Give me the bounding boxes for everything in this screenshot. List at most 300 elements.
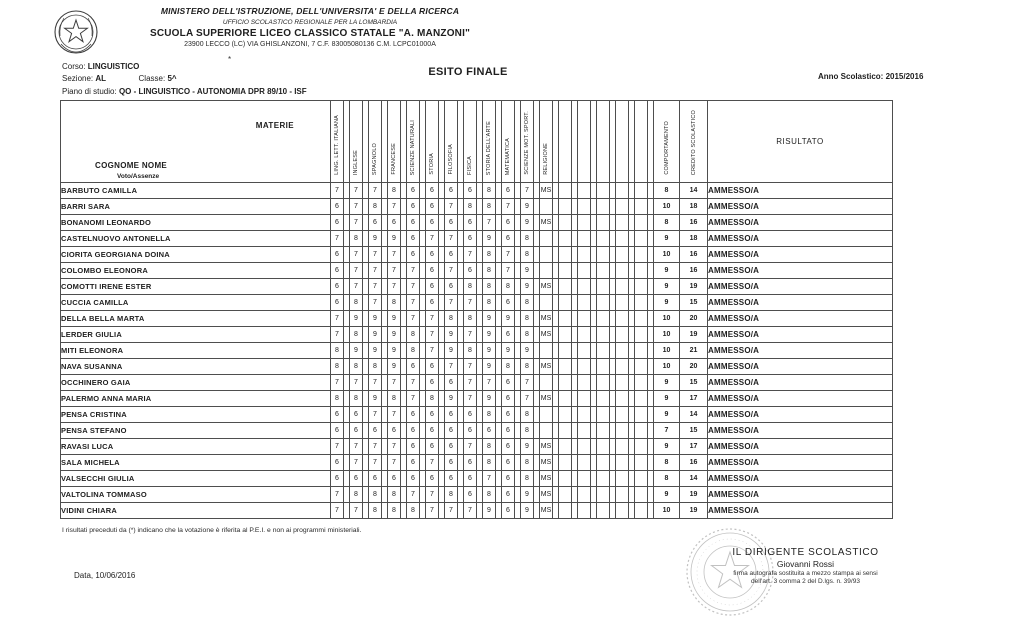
grade-cell: 9	[483, 231, 496, 247]
grade-cell: 7	[388, 375, 401, 391]
grade-cell: 7	[445, 199, 458, 215]
grade-cell: 6	[464, 407, 477, 423]
grade-cell: 6	[445, 215, 458, 231]
subject-header	[445, 101, 458, 183]
grade-cell	[616, 215, 629, 231]
comportamento-cell: 8	[654, 455, 680, 471]
risultato-cell: AMMESSO/A	[708, 295, 893, 311]
grade-cell	[559, 439, 572, 455]
grade-cell	[559, 247, 572, 263]
student-row	[61, 359, 893, 375]
grade-cell	[540, 231, 553, 247]
grade-cell: 6	[445, 407, 458, 423]
grade-cell: 8	[350, 231, 363, 247]
corso-label: Corso:	[62, 62, 86, 71]
grade-cell	[597, 247, 610, 263]
signature-role: IL DIRIGENTE SCOLASTICO	[732, 547, 879, 558]
grade-cell	[597, 391, 610, 407]
grade-cell: 7	[369, 439, 382, 455]
grade-cell	[616, 199, 629, 215]
scan-mark: *	[228, 55, 232, 64]
subject-header	[388, 101, 401, 183]
student-name-cell: COLOMBO ELEONORA	[61, 263, 331, 279]
grade-cell: 6	[369, 471, 382, 487]
grade-cell	[540, 407, 553, 423]
grade-cell	[616, 471, 629, 487]
grade-cell: 7	[331, 231, 344, 247]
grade-cell: 6	[445, 455, 458, 471]
grade-cell: 9	[521, 487, 534, 503]
grade-cell: 7	[331, 439, 344, 455]
grade-cell	[597, 471, 610, 487]
grade-cell	[559, 423, 572, 439]
grade-cell	[635, 311, 648, 327]
grade-cell: 7	[464, 391, 477, 407]
grade-cell: 8	[483, 263, 496, 279]
student-name-cell: PALERMO ANNA MARIA	[61, 391, 331, 407]
grade-cell: 7	[388, 263, 401, 279]
comportamento-cell: 9	[654, 279, 680, 295]
student-row	[61, 439, 893, 455]
grade-cell: 6	[407, 247, 420, 263]
grade-cell	[578, 231, 591, 247]
grade-cell	[559, 295, 572, 311]
grade-cell	[578, 199, 591, 215]
grade-cell: 9	[521, 215, 534, 231]
grade-cell	[616, 407, 629, 423]
corso-value: LINGUISTICO	[87, 62, 140, 71]
subject-header-label: RELIGIONE	[543, 143, 549, 175]
risultato-cell: AMMESSO/A	[708, 471, 893, 487]
grade-cell	[597, 439, 610, 455]
grade-cell	[597, 343, 610, 359]
grade-cell: 7	[445, 263, 458, 279]
grade-cell	[540, 343, 553, 359]
grade-cell	[597, 183, 610, 199]
grade-cell	[578, 439, 591, 455]
grade-cell: 7	[407, 295, 420, 311]
grade-cell: 7	[350, 439, 363, 455]
grade-cell	[559, 199, 572, 215]
grade-cell: 9	[388, 311, 401, 327]
grade-cell: 7	[350, 247, 363, 263]
credito-cell: 16	[680, 215, 708, 231]
grade-cell	[559, 471, 572, 487]
grade-cell	[540, 199, 553, 215]
grade-cell: 7	[369, 183, 382, 199]
grade-cell	[540, 295, 553, 311]
grade-cell: 8	[426, 391, 439, 407]
grade-cell: 7	[464, 439, 477, 455]
credito-cell: 15	[680, 423, 708, 439]
grade-cell: 6	[331, 263, 344, 279]
grade-cell: 9	[350, 311, 363, 327]
student-row	[61, 263, 893, 279]
signature-name: Giovanni Rossi	[776, 559, 835, 569]
grade-cell: 7	[350, 375, 363, 391]
grade-cell: 6	[426, 247, 439, 263]
student-row	[61, 503, 893, 519]
grade-cell: 6	[502, 439, 515, 455]
student-name-cell: VALTOLINA TOMMASO	[61, 487, 331, 503]
student-name-cell: RAVASI LUCA	[61, 439, 331, 455]
grade-cell: 7	[502, 263, 515, 279]
comportamento-cell: 9	[654, 231, 680, 247]
grade-cell: 6	[464, 471, 477, 487]
signature-note-2: dell'art. 3 comma 2 del D.lgs. n. 39/93	[751, 578, 860, 586]
student-name-cell: CIORITA GEORGIANA DOINA	[61, 247, 331, 263]
grade-cell: 8	[388, 295, 401, 311]
student-row	[61, 471, 893, 487]
grade-cell	[578, 407, 591, 423]
grade-cell: MS	[540, 215, 553, 231]
grade-cell: 8	[483, 295, 496, 311]
subject-header-label: LING. LETT. ITALIANA	[334, 115, 340, 175]
student-name-cell: OCCHINERO GAIA	[61, 375, 331, 391]
grade-cell: 6	[502, 391, 515, 407]
risultato-cell: AMMESSO/A	[708, 503, 893, 519]
subject-header	[426, 101, 439, 183]
grade-cell	[635, 215, 648, 231]
student-name-cell: MITI ELEONORA	[61, 343, 331, 359]
risultato-cell: AMMESSO/A	[708, 311, 893, 327]
grade-cell	[616, 503, 629, 519]
grade-cell: 7	[331, 311, 344, 327]
grade-cell	[559, 343, 572, 359]
grade-cell	[559, 279, 572, 295]
grade-cell: 7	[369, 455, 382, 471]
grade-cell: 6	[464, 487, 477, 503]
voto-assenze-label: Voto/Assenze	[117, 173, 160, 180]
grade-cell: 6	[445, 375, 458, 391]
grade-cell	[635, 263, 648, 279]
grade-cell	[635, 279, 648, 295]
student-name-cell: VALSECCHI GIULIA	[61, 471, 331, 487]
risultato-cell: AMMESSO/A	[708, 279, 893, 295]
table-header-row	[61, 101, 893, 183]
grade-cell: 7	[350, 263, 363, 279]
subject-header-label: STORIA	[429, 153, 435, 175]
signature-note-1: firma autografa sostituita a mezzo stampa ai sensi	[733, 570, 878, 578]
student-row	[61, 231, 893, 247]
risultato-cell: AMMESSO/A	[708, 183, 893, 199]
grade-cell	[578, 295, 591, 311]
grade-cell	[635, 359, 648, 375]
grade-cell	[578, 215, 591, 231]
grade-cell: 7	[388, 199, 401, 215]
grade-cell	[578, 311, 591, 327]
materie-label: MATERIE	[255, 121, 294, 130]
classe-label: Classe:	[138, 74, 166, 83]
grade-cell	[616, 359, 629, 375]
empty-subject-header	[559, 101, 572, 183]
grade-cell	[597, 263, 610, 279]
grade-cell: 8	[331, 391, 344, 407]
grade-cell	[616, 231, 629, 247]
grade-cell	[540, 375, 553, 391]
grade-cell: 6	[331, 215, 344, 231]
grade-cell: 6	[426, 263, 439, 279]
grade-cell	[559, 407, 572, 423]
piano-value: QO - LINGUISTICO - AUTONOMIA DPR 89/10 - ISF	[118, 87, 307, 96]
grade-cell: 7	[331, 503, 344, 519]
grade-cell: 6	[502, 407, 515, 423]
grade-cell: 7	[483, 215, 496, 231]
grade-cell: 6	[407, 215, 420, 231]
grade-cell: 7	[407, 375, 420, 391]
student-name-cell: BARRI SARA	[61, 199, 331, 215]
grade-cell: 8	[521, 471, 534, 487]
grade-cell: 6	[445, 247, 458, 263]
grade-cell: 7	[407, 311, 420, 327]
grade-cell: 8	[407, 343, 420, 359]
sezione-label: Sezione:	[62, 74, 94, 83]
grade-cell: 6	[388, 423, 401, 439]
grade-cell	[597, 199, 610, 215]
grade-cell	[597, 455, 610, 471]
grade-cell: 9	[445, 391, 458, 407]
grade-cell	[559, 263, 572, 279]
grade-cell: 6	[426, 439, 439, 455]
student-row	[61, 279, 893, 295]
grade-cell: 6	[426, 423, 439, 439]
grade-cell: 7	[464, 295, 477, 311]
grade-cell: 6	[502, 327, 515, 343]
grade-cell	[578, 471, 591, 487]
grade-cell	[616, 391, 629, 407]
credito-cell: 18	[680, 199, 708, 215]
grade-cell	[616, 279, 629, 295]
grade-cell	[616, 247, 629, 263]
grade-cell: 6	[445, 439, 458, 455]
grade-cell	[578, 375, 591, 391]
grade-cell: 6	[331, 471, 344, 487]
grade-cell: 7	[331, 375, 344, 391]
grade-cell	[616, 455, 629, 471]
grade-cell: 7	[350, 503, 363, 519]
grade-cell: 7	[464, 247, 477, 263]
subject-header-label: SCIENZE MOT. SPORT.	[524, 111, 530, 175]
comportamento-cell: 10	[654, 247, 680, 263]
grade-cell: 6	[464, 215, 477, 231]
risultato-cell: AMMESSO/A	[708, 487, 893, 503]
grade-cell	[635, 247, 648, 263]
anno-value: 2015/2016	[885, 72, 924, 81]
grade-cell	[559, 455, 572, 471]
grade-cell: 7	[483, 471, 496, 487]
subject-header	[407, 101, 420, 183]
grade-cell: 7	[521, 183, 534, 199]
grade-cell	[616, 343, 629, 359]
grade-cell	[559, 487, 572, 503]
grade-cell: 9	[483, 311, 496, 327]
grade-cell: 8	[483, 279, 496, 295]
comportamento-cell: 8	[654, 183, 680, 199]
comportamento-cell: 9	[654, 391, 680, 407]
signature-block	[688, 546, 923, 587]
grade-cell: MS	[540, 183, 553, 199]
grade-cell: 8	[350, 327, 363, 343]
grade-cell: 7	[350, 455, 363, 471]
piano-di-studio-line	[62, 87, 307, 96]
grade-cell: 6	[426, 359, 439, 375]
date-line: Data, 10/06/2016	[74, 571, 136, 580]
grade-cell: 8	[464, 279, 477, 295]
grade-cell: 7	[407, 263, 420, 279]
grade-cell: 8	[350, 359, 363, 375]
subject-header	[502, 101, 515, 183]
subject-header	[331, 101, 344, 183]
empty-subject-header	[635, 101, 648, 183]
grade-cell	[559, 231, 572, 247]
grade-cell: 8	[407, 327, 420, 343]
grade-cell	[578, 391, 591, 407]
risultato-cell: AMMESSO/A	[708, 455, 893, 471]
grade-cell	[597, 487, 610, 503]
grade-cell	[616, 263, 629, 279]
grade-cell: 6	[331, 247, 344, 263]
grade-cell: 6	[426, 407, 439, 423]
comportamento-cell: 10	[654, 199, 680, 215]
anno-scolastico	[818, 72, 923, 81]
grade-cell: 6	[407, 231, 420, 247]
risultato-cell: AMMESSO/A	[708, 375, 893, 391]
grade-cell	[635, 327, 648, 343]
grade-cell	[540, 423, 553, 439]
grade-cell	[616, 423, 629, 439]
grade-cell: 9	[445, 327, 458, 343]
student-row	[61, 183, 893, 199]
grade-cell: 9	[483, 327, 496, 343]
school-address: 23900 LECCO (LC) VIA GHISLANZONI, 7 C.F. 83005080136 C.M. LCPC01000A	[184, 41, 436, 49]
regional-office: UFFICIO SCOLASTICO REGIONALE PER LA LOMBARDIA	[222, 18, 398, 26]
grade-cell: 6	[407, 471, 420, 487]
grade-cell	[559, 311, 572, 327]
grade-cell: 7	[369, 407, 382, 423]
grade-cell: 8	[464, 199, 477, 215]
grade-cell	[578, 359, 591, 375]
grade-cell: 7	[521, 391, 534, 407]
grade-cell: 8	[369, 487, 382, 503]
sezione-classe-line	[62, 74, 177, 83]
comportamento-cell: 9	[654, 439, 680, 455]
credito-cell: 21	[680, 343, 708, 359]
anno-label: Anno Scolastico:	[818, 72, 884, 81]
grade-cell: 6	[369, 423, 382, 439]
comportamento-cell: 10	[654, 327, 680, 343]
grade-cell	[635, 455, 648, 471]
grade-cell: 6	[502, 215, 515, 231]
grade-cell: 9	[521, 343, 534, 359]
grade-cell: 9	[521, 263, 534, 279]
grade-cell: 6	[502, 231, 515, 247]
grade-cell: 9	[483, 343, 496, 359]
grade-cell: 7	[407, 391, 420, 407]
grade-cell: 6	[331, 455, 344, 471]
grade-cell: 7	[464, 503, 477, 519]
subject-header-label: SCIENZE NATURALI	[410, 119, 416, 175]
student-name-cell: VIDINI CHIARA	[61, 503, 331, 519]
credito-scolastico-header: CREDITO SCOLASTICO	[680, 101, 708, 183]
grade-cell: 8	[521, 231, 534, 247]
comportamento-cell: 9	[654, 407, 680, 423]
grade-cell: MS	[540, 391, 553, 407]
grade-cell	[578, 503, 591, 519]
grade-cell: 7	[388, 407, 401, 423]
grade-cell	[635, 407, 648, 423]
grade-cell	[559, 375, 572, 391]
grade-cell: 9	[369, 327, 382, 343]
grade-cell	[578, 423, 591, 439]
grade-cell	[635, 423, 648, 439]
risultato-cell: AMMESSO/A	[708, 263, 893, 279]
grade-cell: 8	[521, 455, 534, 471]
grade-cell: 6	[331, 279, 344, 295]
grade-cell: 7	[388, 247, 401, 263]
grade-cell: MS	[540, 359, 553, 375]
grade-cell: 9	[483, 391, 496, 407]
grade-cell	[635, 231, 648, 247]
grade-cell: 6	[464, 231, 477, 247]
grade-cell: 7	[331, 487, 344, 503]
grade-cell: 6	[464, 455, 477, 471]
grade-cell: 7	[350, 279, 363, 295]
grade-cell: 9	[369, 311, 382, 327]
grade-cell	[616, 183, 629, 199]
grade-cell: 8	[350, 487, 363, 503]
grade-cell: 8	[521, 407, 534, 423]
grade-cell: 7	[483, 375, 496, 391]
grade-cell: 9	[388, 327, 401, 343]
grade-cell: 7	[426, 455, 439, 471]
grade-cell: 7	[521, 375, 534, 391]
grade-cell: MS	[540, 455, 553, 471]
grade-cell: 8	[483, 439, 496, 455]
grade-cell: MS	[540, 439, 553, 455]
subject-header	[369, 101, 382, 183]
student-row	[61, 311, 893, 327]
grade-cell: 7	[502, 247, 515, 263]
grade-cell	[578, 183, 591, 199]
grade-cell: 8	[483, 183, 496, 199]
letterhead	[90, 6, 530, 50]
grade-cell: 7	[350, 199, 363, 215]
grade-cell	[578, 487, 591, 503]
credito-cell: 17	[680, 391, 708, 407]
grade-cell: 8	[369, 503, 382, 519]
subject-header	[483, 101, 496, 183]
grade-cell: 6	[350, 423, 363, 439]
grade-cell	[597, 359, 610, 375]
student-name-cell: BONANOMI LEONARDO	[61, 215, 331, 231]
student-row	[61, 375, 893, 391]
subject-header	[521, 101, 534, 183]
grade-cell: 6	[464, 423, 477, 439]
grade-cell	[597, 407, 610, 423]
grade-cell: 6	[407, 199, 420, 215]
subject-header-label: INGLESE	[353, 149, 359, 175]
grade-cell: 6	[464, 263, 477, 279]
student-row	[61, 407, 893, 423]
student-row	[61, 391, 893, 407]
grade-cell: 6	[502, 375, 515, 391]
grade-cell: MS	[540, 327, 553, 343]
grade-cell	[540, 263, 553, 279]
empty-subject-header	[597, 101, 610, 183]
grade-cell: 8	[331, 343, 344, 359]
grade-cell	[597, 327, 610, 343]
grade-cell	[635, 503, 648, 519]
